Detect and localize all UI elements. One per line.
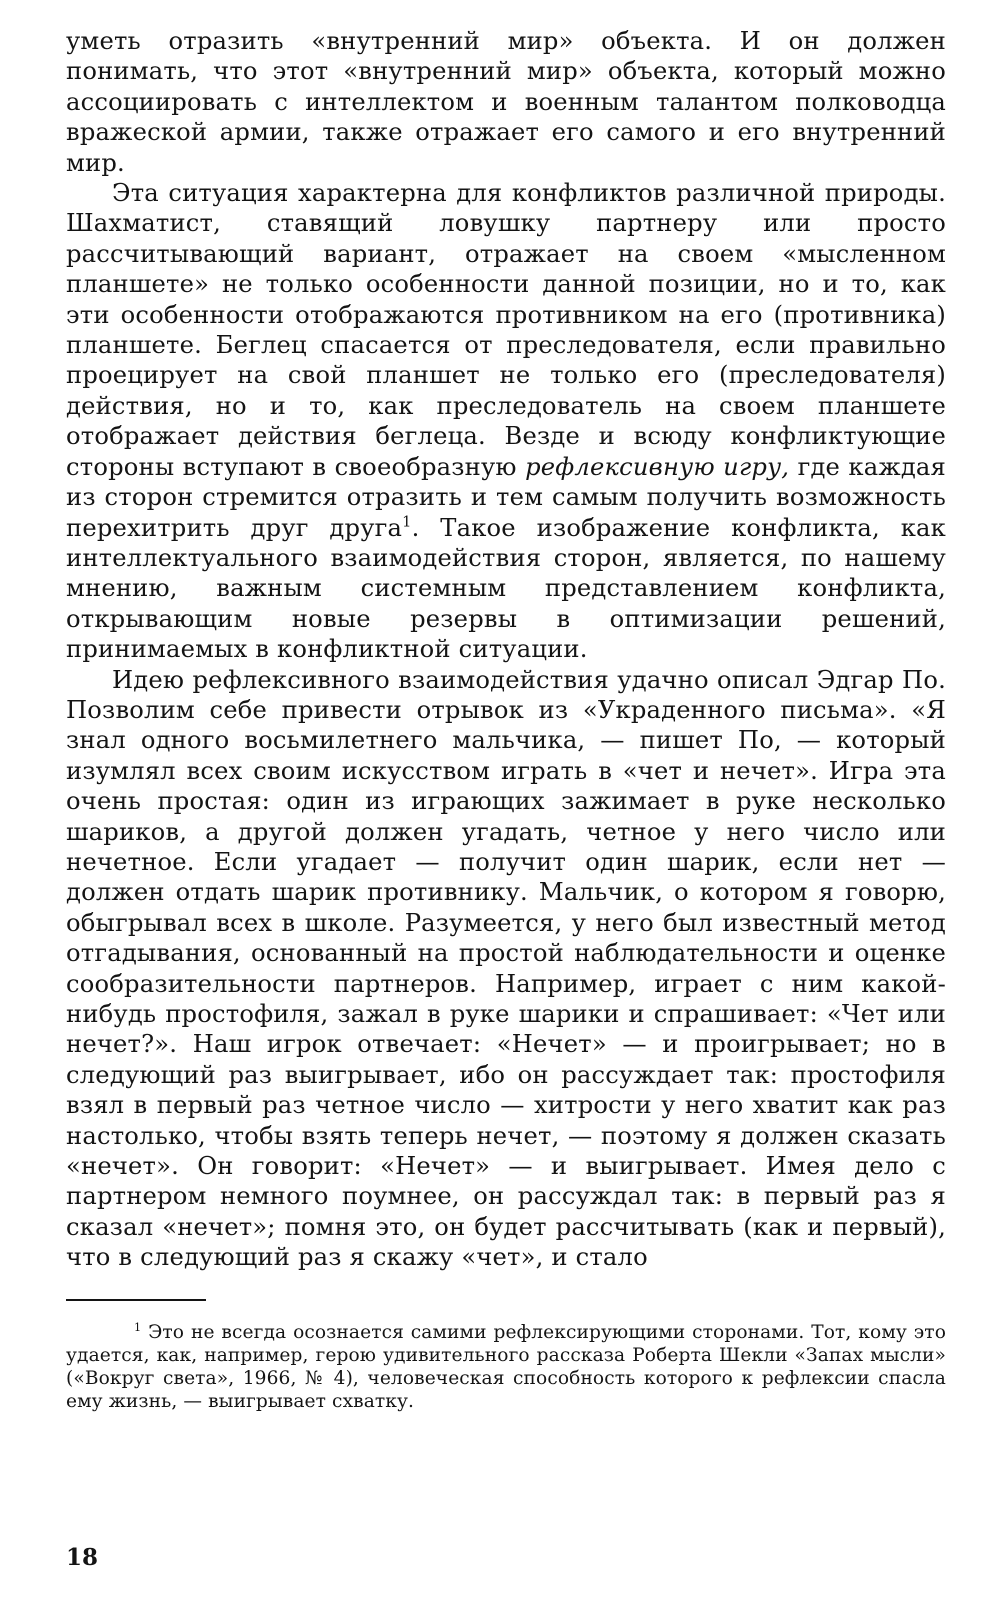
footnote [66, 1321, 946, 1413]
footnote-marker: 1 [134, 1320, 142, 1334]
reflexive-game-term: рефлексивную игру, [525, 452, 790, 481]
paragraph-3: Идею рефлексивного взаимодействия удачно описал Эдгар По. Позволим себе привести отрывок из «Украденного письма». «Я знал одного восьмилетнего мальчика, — пишет По, — который изумлял всех своим искусством играть в «чет и нечет». Игра эта очень простая: один из играющих зажимает в руке несколько шариков, а другой должен угадать, четное у него число или нечетное. Если угадает — получит один шарик, если нет — должен отдать шарик противнику. Мальчик, о котором я говорю, обыгрывал всех в школе. Разумеется, у него был известный метод отгадывания, основанный на простой наблюдательности и оценке сообразительности партнеров. Например, играет с ним какой-нибудь простофиля, зажал в руке шарики и спрашивает: «Чет или нечет?». Наш игрок отвечает: «Нечет» — и проигрывает; но в следующий раз выигрывает, ибо он рассуждает так: простофиля взял в первый раз четное число — хитрости у него хватит как раз настолько, чтобы взять теперь нечет, — поэтому я должен сказать «нечет». Он говорит: «Нечет» — и выигрывает. Имея дело с партнером немного поумнее, он рассуждал так: в первый раз я сказал «нечет»; помня это, он будет рассчитывать (как и первый), что в следующий раз я скажу «чет», и стало [66, 665, 946, 1272]
footnote-text: Это не всегда осознается самими рефлексирующими сторонами. Тот, кому это удается, как, например, герою удивительного рассказа Роберта Шекли «Запах мысли» («Вокруг света», 1966, № 4), человеческая способность которого к рефлексии спасла ему жизнь, — выигрывает схватку. [66, 1321, 946, 1412]
paragraph-2-part-c: . Такое изображение конфликта, как интеллектуального взаимодействия сторон, является, по нашему мнению, важным системным представлением конфликта, открывающим новые резервы в оптимизации решений, принимаемых в конфликтной ситуации. [66, 513, 946, 664]
body-text [66, 26, 946, 1273]
page [66, 26, 946, 1413]
page-number: 18 [66, 1544, 99, 1571]
footnote-reference[interactable]: 1 [402, 514, 412, 531]
paragraph-2-part-b: где каждая из сторон стремится отразить и тем самым получить возможность перехитрить друг друга [66, 452, 946, 542]
paragraph-2-part-a: Эта ситуация характерна для конфликтов различной природы. Шахматист, ставящий ловушку партнеру или просто рассчитывающий вариант, отражает на своем «мысленном планшете» не только особенности данной позиции, но и то, как эти особенности отображаются противником на его (противника) планшете. Беглец спасается от преследователя, если правильно проецирует на свой планшет не только его (преследователя) действия, но и то, как преследователь на своем планшете отображает действия беглеца. Везде и всюду конфликтующие стороны вступают в своеобразную [66, 179, 946, 481]
footnote-separator [66, 1299, 206, 1301]
paragraph-1: уметь отразить «внутренний мир» объекта. И он должен понимать, что этот «внутренний мир» объекта, который можно ассоциировать с интеллектом и военным талантом полководца вражеской армии, также отражает его самого и его внутренний мир. [66, 27, 946, 177]
paragraph-2 [66, 178, 946, 665]
